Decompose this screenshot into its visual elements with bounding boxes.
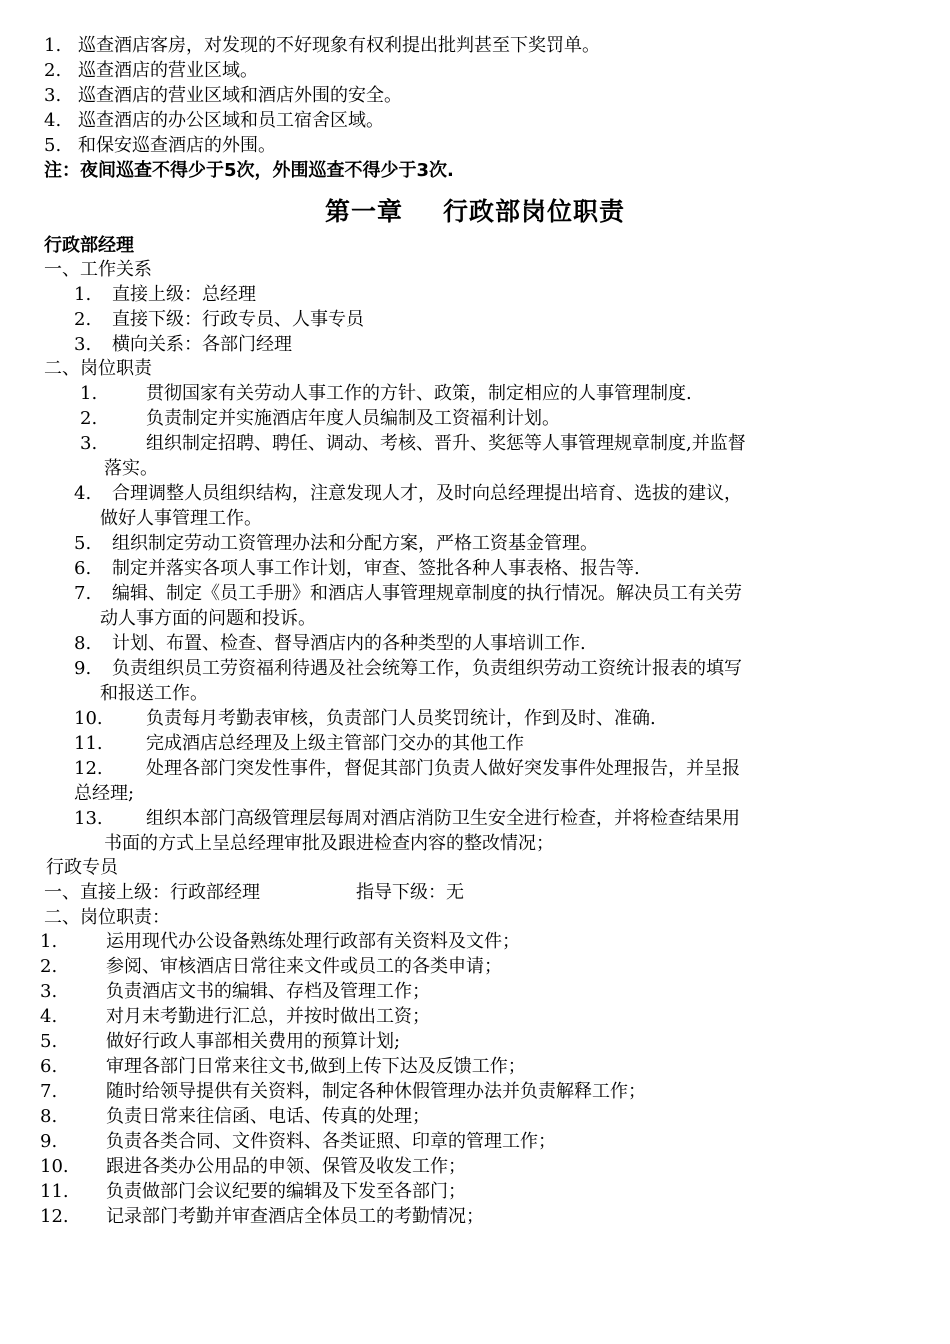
- relations-heading: 一、工作关系: [44, 259, 152, 280]
- section-title-manager: 行政部经理: [44, 235, 134, 256]
- relation-item: 1. 直接上级：总经理: [74, 284, 256, 305]
- section-title-specialist: 行政专员: [46, 857, 118, 878]
- duty-item: 4. 合理调整人员组织结构，注意发现人才，及时向总经理提出培育、选拔的建议，: [74, 483, 742, 504]
- specialist-duties-heading: 二、岗位职责：: [44, 907, 170, 928]
- specialist-duty-item: 10. 跟进各类办公用品的申领、保管及收发工作；: [40, 1156, 466, 1177]
- chapter-heading: [0, 192, 950, 228]
- specialist-duty-item: 3. 负责酒店文书的编辑、存档及管理工作；: [40, 981, 430, 1002]
- duties-heading: 二、岗位职责: [44, 358, 152, 379]
- specialist-duty-item: 5. 做好行政人事部相关费用的预算计划;: [40, 1031, 401, 1052]
- intro-item: 3. 巡查酒店的营业区域和酒店外围的安全。: [44, 85, 402, 106]
- duty-item: 13. 组织本部门高级管理层每周对酒店消防卫生安全进行检查，并将检查结果用: [74, 808, 740, 829]
- duty-item: 10. 负责每月考勤表审核，负责部门人员奖罚统计，作到及时、准确.: [74, 708, 656, 729]
- chapter-title: 行政部岗位职责: [443, 197, 626, 226]
- duty-item-continuation: 书面的方式上呈总经理审批及跟进检查内容的整改情况；: [104, 833, 554, 854]
- duty-item: 6. 制定并落实各项人事工作计划，审查、签批各种人事表格、报告等.: [74, 558, 640, 579]
- relation-item: 2. 直接下级：行政专员、人事专员: [74, 309, 364, 330]
- relation-item: 3. 横向关系：各部门经理: [74, 334, 292, 355]
- duty-item-continuation: 和报送工作。: [100, 683, 208, 704]
- specialist-duty-item: 1. 运用现代办公设备熟练处理行政部有关资料及文件；: [40, 931, 520, 952]
- specialist-duty-item: 6. 审理各部门日常来往文书,做到上传下达及反馈工作；: [40, 1056, 526, 1077]
- duty-item: 2. 负责制定并实施酒店年度人员编制及工资福利计划。: [80, 408, 560, 429]
- specialist-duty-item: 12. 记录部门考勤并审查酒店全体员工的考勤情况；: [40, 1206, 484, 1227]
- chapter-label: 第一章: [324, 197, 403, 226]
- specialist-duty-item: 8. 负责日常来往信函、电话、传真的处理；: [40, 1106, 430, 1127]
- intro-item: 5. 和保安巡查酒店的外围。: [44, 135, 276, 156]
- intro-item: 2. 巡查酒店的营业区域。: [44, 60, 258, 81]
- specialist-relations: 一、直接上级：行政部经理 指导下级：无: [44, 882, 464, 903]
- note: 注：夜间巡查不得少于5次，外围巡查不得少于3次.: [44, 160, 454, 181]
- specialist-duty-item: 9. 负责各类合同、文件资料、各类证照、印章的管理工作；: [40, 1131, 556, 1152]
- duty-item: 1. 贯彻国家有关劳动人事工作的方针、政策，制定相应的人事管理制度.: [80, 383, 692, 404]
- specialist-duty-item: 4. 对月末考勤进行汇总，并按时做出工资；: [40, 1006, 430, 1027]
- duty-item: 9. 负责组织员工劳资福利待遇及社会统筹工作，负责组织劳动工资统计报表的填写: [74, 658, 742, 679]
- duty-item: 3. 组织制定招聘、聘任、调动、考核、晋升、奖惩等人事管理规章制度,并监督: [80, 433, 746, 454]
- specialist-duty-item: 11. 负责做部门会议纪要的编辑及下发至各部门；: [40, 1181, 466, 1202]
- intro-item: 4. 巡查酒店的办公区域和员工宿舍区域。: [44, 110, 384, 131]
- duty-item-continuation: 做好人事管理工作。: [100, 508, 262, 529]
- duty-item-continuation: 动人事方面的问题和投诉。: [100, 608, 316, 629]
- duty-item-continuation: 落实。: [104, 458, 158, 479]
- duty-item: 11. 完成酒店总经理及上级主管部门交办的其他工作: [74, 733, 524, 754]
- duty-item: 7. 编辑、制定《员工手册》和酒店人事管理规章制度的执行情况。解决员工有关劳: [74, 583, 742, 604]
- intro-item: 1. 巡查酒店客房，对发现的不好现象有权利提出批判甚至下奖罚单。: [44, 35, 600, 56]
- duty-item: 8. 计划、布置、检查、督导酒店内的各种类型的人事培训工作.: [74, 633, 586, 654]
- duty-item: 5. 组织制定劳动工资管理办法和分配方案，严格工资基金管理。: [74, 533, 598, 554]
- duty-item-continuation: 总经理;: [74, 783, 135, 804]
- duty-item: 12. 处理各部门突发性事件，督促其部门负责人做好突发事件处理报告，并呈报: [74, 758, 740, 779]
- specialist-duty-item: 2. 参阅、审核酒店日常往来文件或员工的各类申请；: [40, 956, 502, 977]
- specialist-duty-item: 7. 随时给领导提供有关资料，制定各种休假管理办法并负责解释工作；: [40, 1081, 646, 1102]
